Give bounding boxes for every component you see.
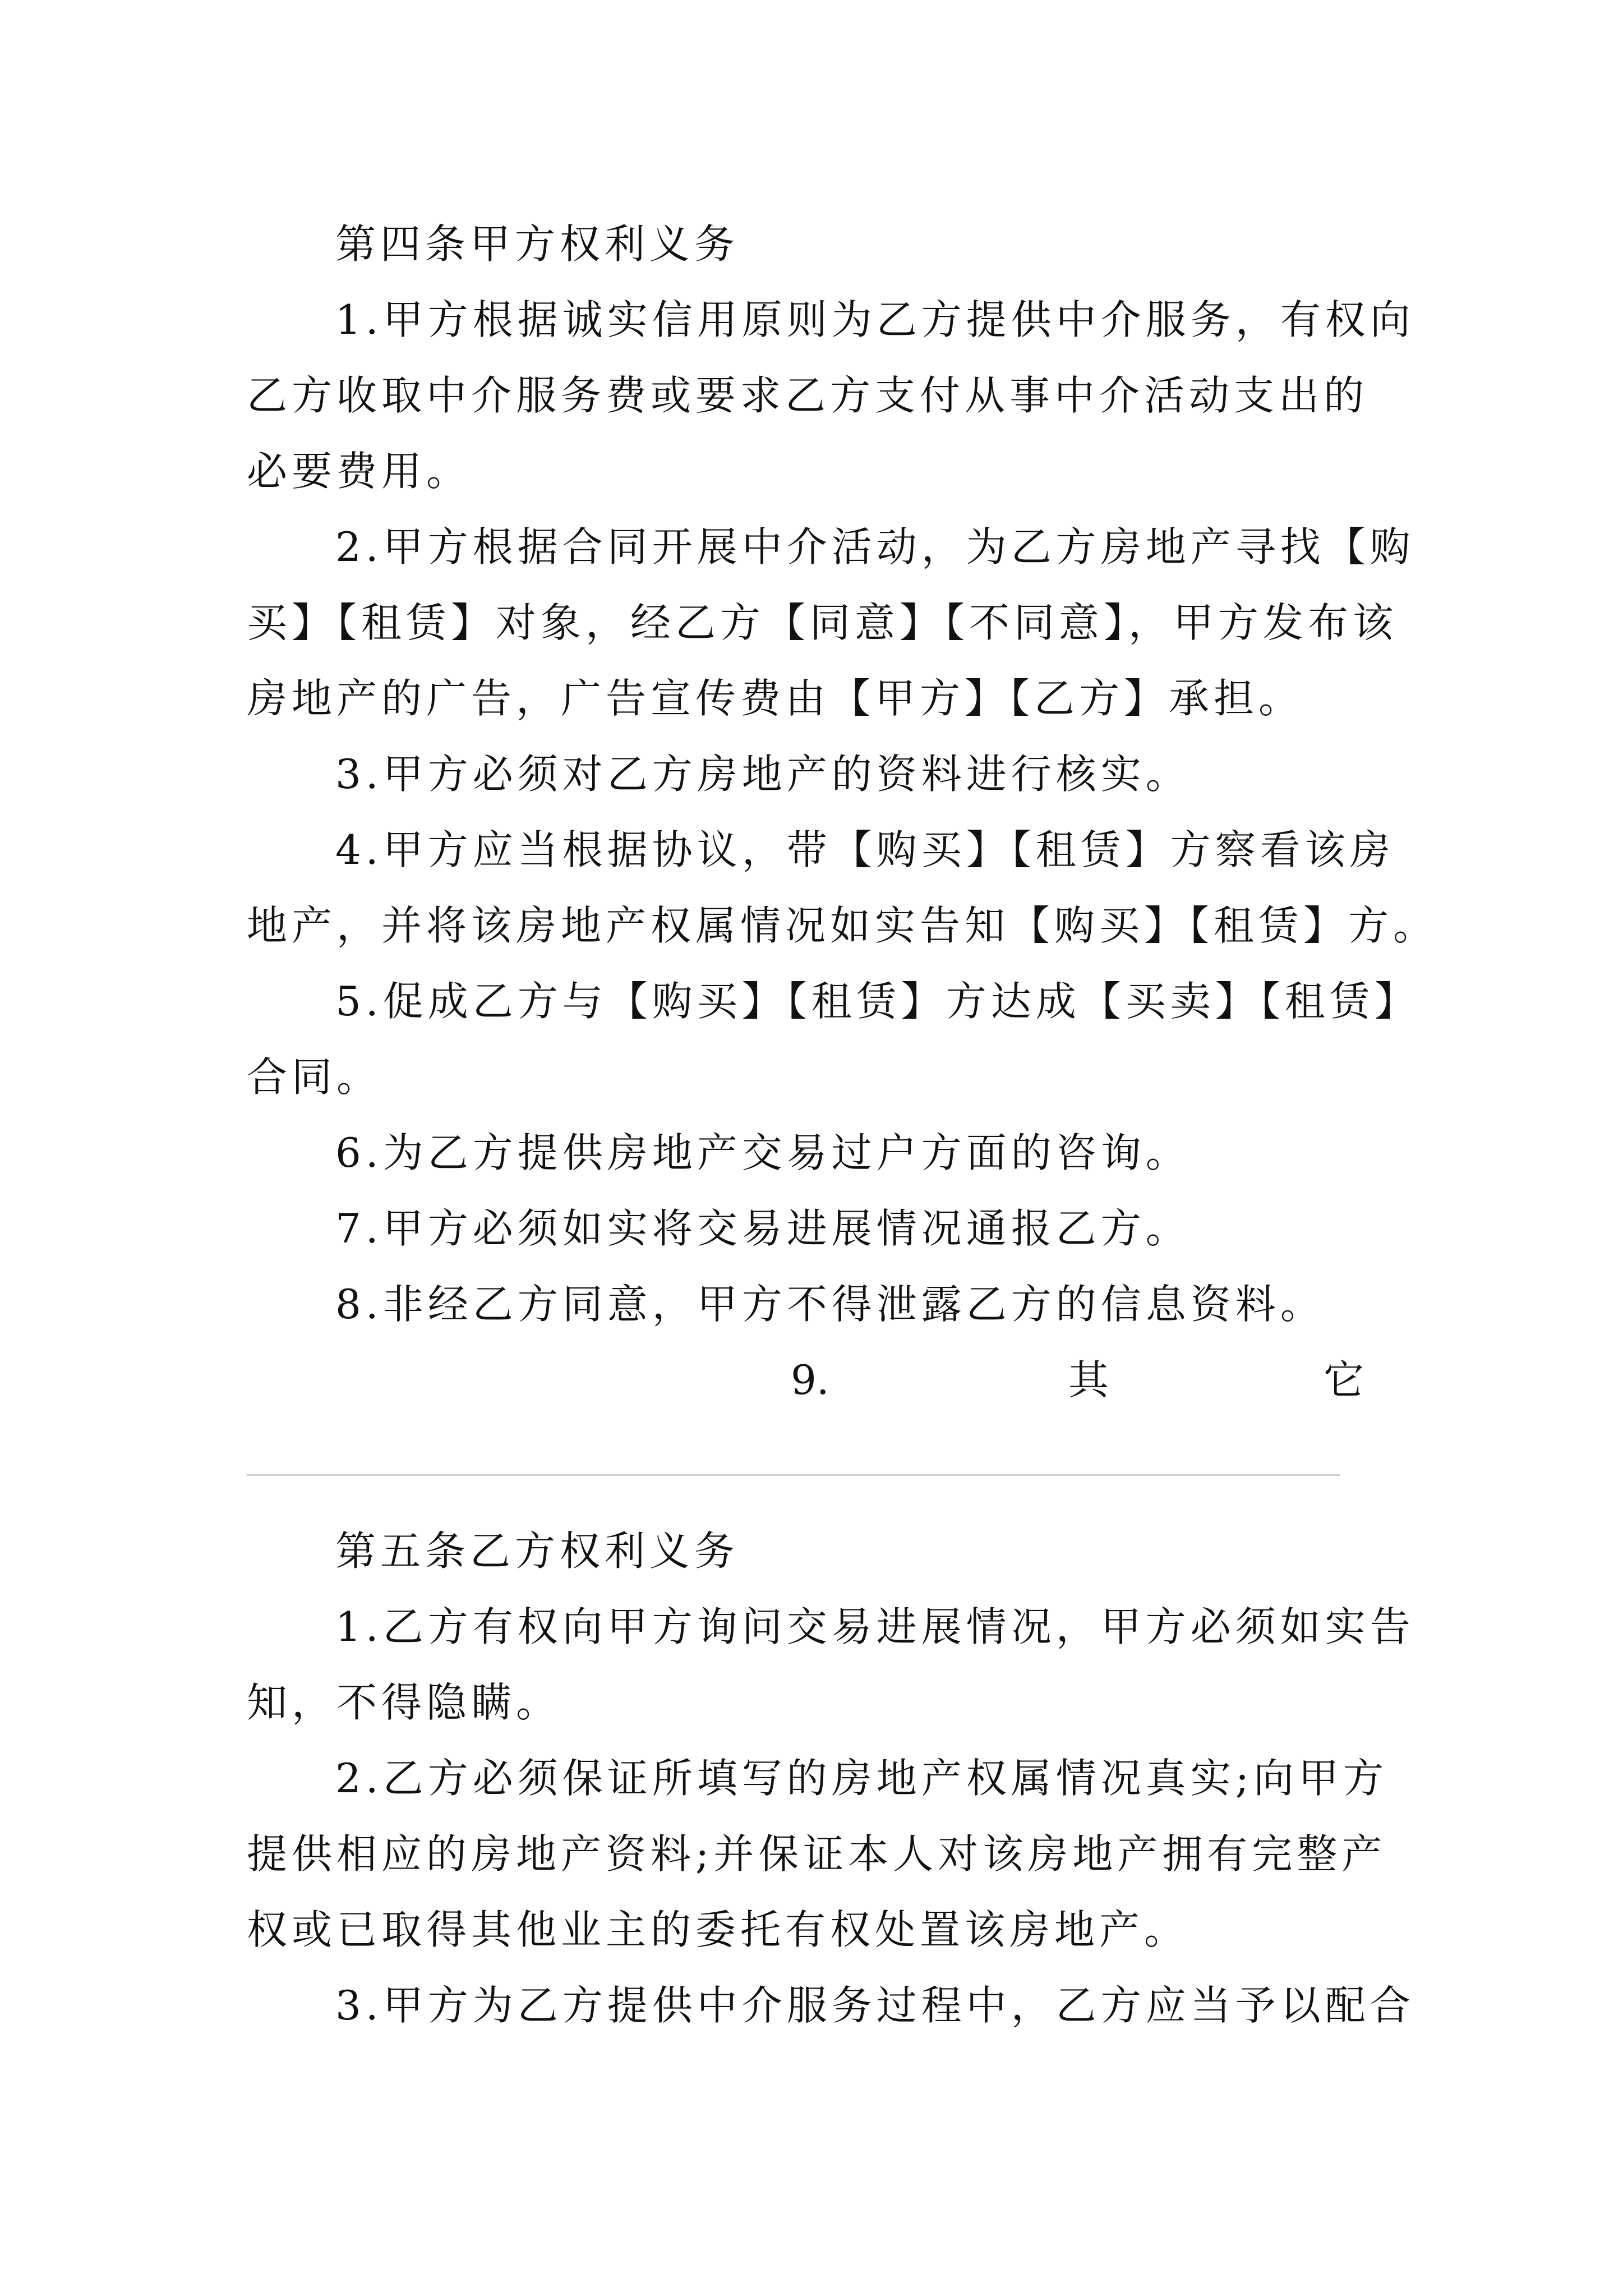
section5-item1-line1: 1.乙方有权向甲方询问交易进展情况，甲方必须如实告 [335,1603,1415,1650]
section4-item5-line2: 合同。 [247,1053,382,1101]
section4-item9-word1: 其 [1068,1356,1109,1404]
separator-line [247,1474,1340,1476]
section5-item1-line2: 知，不得隐瞒。 [247,1679,561,1726]
section5-item2-line3: 权或已取得其他业主的委托有权处置该房地产。 [247,1906,1189,1953]
section4-item2-line3: 房地产的广告，广告宣传费由【甲方】【乙方】承担。 [247,675,1304,722]
section4-item7-line1: 7.甲方必须如实将交易进展情况通报乙方。 [335,1205,1191,1252]
section5-item2-line2: 提供相应的房地产资料;并保证本人对该房地产拥有完整产 [247,1830,1387,1878]
section5-item3-line1: 3.甲方为乙方提供中介服务过程中，乙方应当予以配合 [335,1982,1415,2029]
section4-item9-word2: 它 [1324,1356,1364,1404]
section4-item4-line1: 4.甲方应当根据协议，带【购买】【租赁】方察看该房 [335,826,1395,873]
section4-item2-line1: 2.甲方根据合同开展中介活动，为乙方房地产寻找【购 [335,523,1415,570]
section4-item9-number: 9. [791,1356,829,1404]
section4-item1-line3: 必要费用。 [247,448,472,495]
section4-item1-line1: 1.甲方根据诚实信用原则为乙方提供中介服务，有权向 [335,296,1415,343]
section4-title: 第四条甲方权利义务 [335,220,740,268]
section4-item2-line2: 买】【租赁】对象，经乙方【同意】【不同意】，甲方发布该 [247,599,1398,646]
section4-item1-line2: 乙方收取中介服务费或要求乙方支付从事中介活动支出的 [247,372,1369,419]
section4-item8-line1: 8.非经乙方同意，甲方不得泄露乙方的信息资料。 [335,1281,1325,1328]
section4-item5-line1: 5.促成乙方与【购买】【租赁】方达成【买卖】【租赁】 [335,978,1419,1025]
section5-title: 第五条乙方权利义务 [335,1527,740,1575]
section4-item6-line1: 6.为乙方提供房地产交易过户方面的咨询。 [335,1129,1191,1176]
section4-item3-line1: 3.甲方必须对乙方房地产的资料进行核实。 [335,751,1191,798]
section4-item4-line2: 地产，并将该房地产权属情况如实告知【购买】【租赁】方。 [247,902,1438,949]
section5-item2-line1: 2.乙方必须保证所填写的房地产权属情况真实;向甲方 [335,1755,1388,1802]
